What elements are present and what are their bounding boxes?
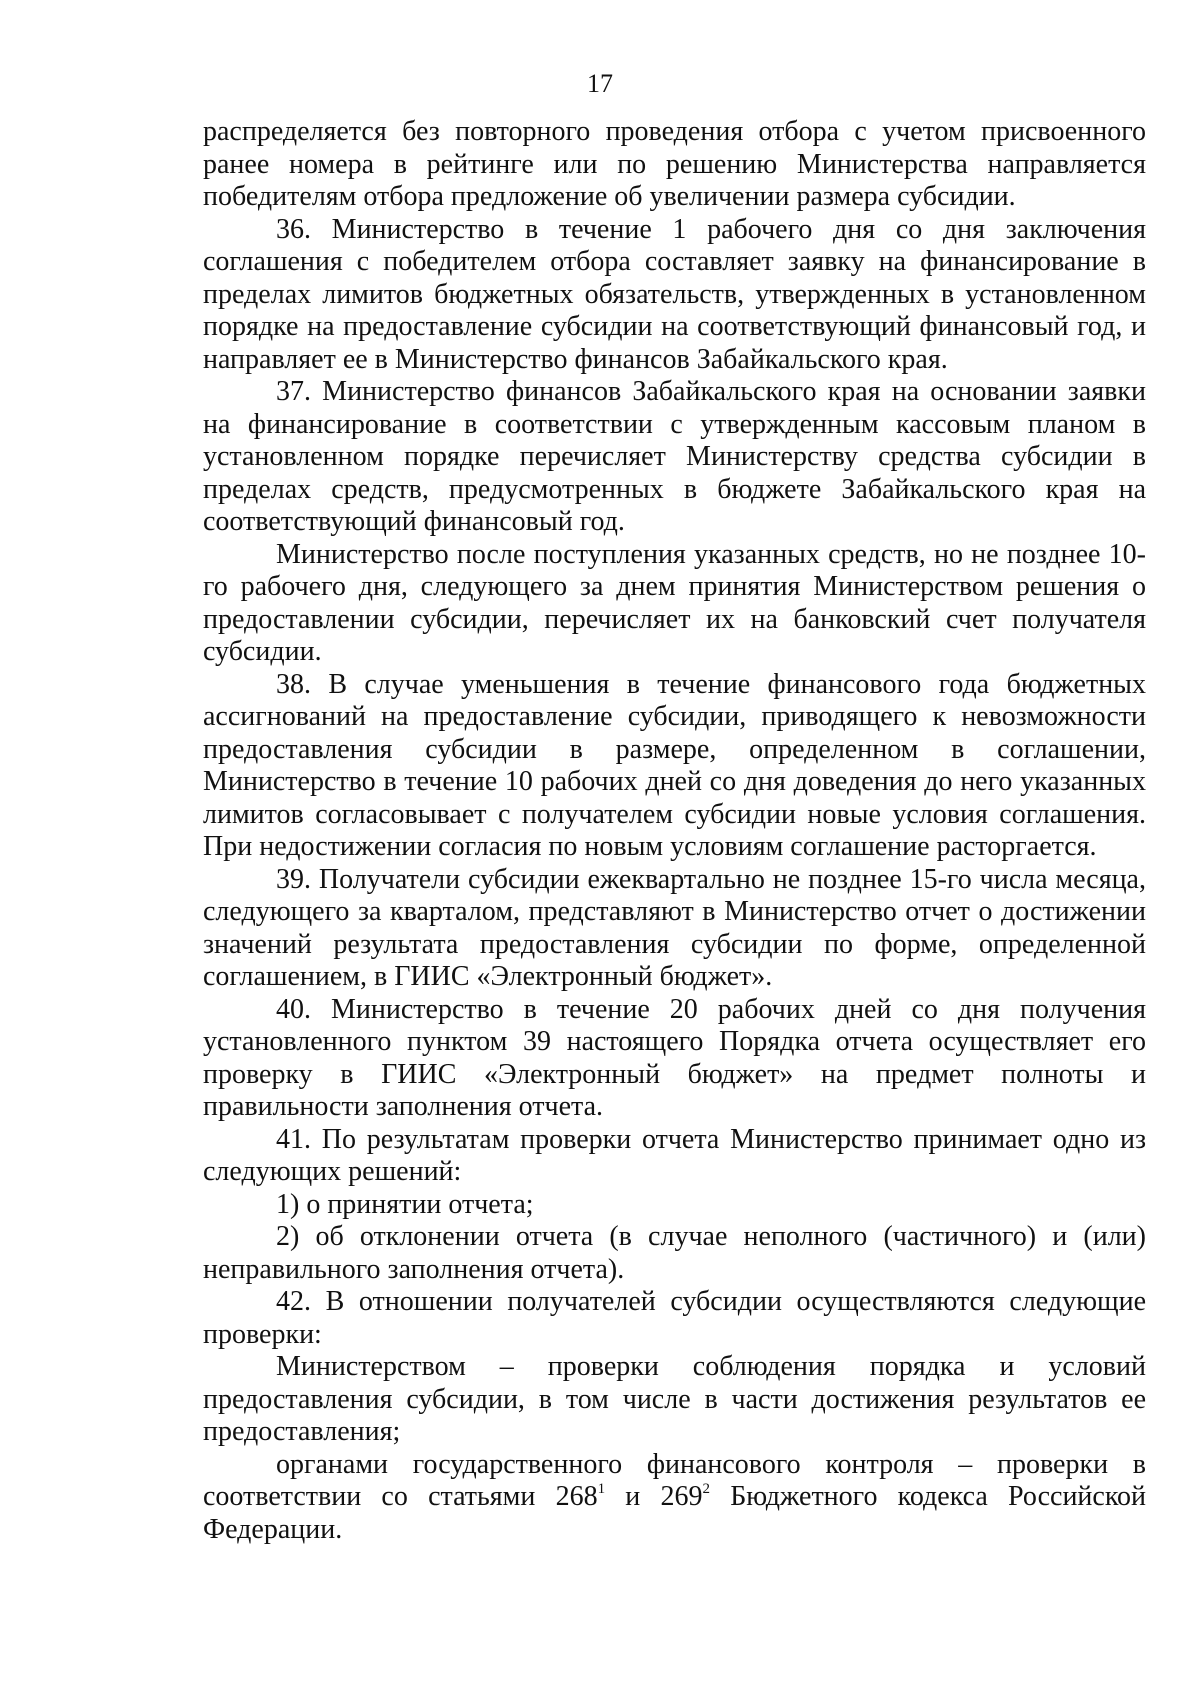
paragraph: 41. По результатам проверки отчета Министерство принимает одно из следующих решений: (203, 1123, 1146, 1187)
paragraph: распределяется без повторного проведения отбора с учетом присвоенного ранее номера в рейтинге или по решению Министерства направляется победителям отбора предложение об увеличении размера субсидии. (203, 116, 1146, 212)
paragraph: Министерство после поступления указанных средств, но не позднее 10-го рабочего дня, следующего за днем принятия Министерством решения о предоставлении субсидии, перечисляет их на банковский счет получателя субсидии. (203, 538, 1146, 667)
paragraph: 2) об отклонении отчета (в случае неполного (частичного) и (или) неправильного заполнения отчета). (203, 1221, 1146, 1285)
superscript-1: 1 (597, 1480, 606, 1497)
reference-text-end: Бюджетного кодекса Российской Федерации. (203, 1481, 1147, 1545)
paragraph: 36. Министерство в течение 1 рабочего дня со дня заключения соглашения с победителем отбора составляет заявку на финансирование в пределах лимитов бюджетных обязательств, утвержденных в установленном порядке на предоставление субсидии на соответствующий финансовый год, и направляет ее в Министерство финансов Забайкальского края. (203, 213, 1146, 375)
paragraph: 42. В отношении получателей субсидии осуществляются следующие проверки: (203, 1286, 1146, 1350)
reference-text-middle: и 269 (605, 1481, 703, 1512)
document-body (203, 116, 1146, 1546)
paragraph: 38. В случае уменьшения в течение финансового года бюджетных ассигнований на предоставление субсидии, приводящего к невозможности предоставления субсидии в размере, определенном в соглашении, Министерство в течение 10 рабочих дней со дня доведения до него указанных лимитов согласовывает с получателем субсидии новые условия соглашения. При недостижении согласия по новым условиям соглашение расторгается. (203, 668, 1146, 862)
reference-text-start: органами государственного финансового контроля – проверки в соответствии со статьями 268 (203, 1448, 1146, 1512)
paragraph: 1) о принятии отчета; (276, 1188, 534, 1220)
page-number: 17 (587, 69, 613, 98)
paragraph-budget-code-reference (203, 1449, 1146, 1547)
superscript-2: 2 (702, 1480, 710, 1497)
paragraph: 39. Получатели субсидии ежеквартально не позднее 15-го числа месяца, следующего за кварталом, представляют в Министерство отчет о достижении значений результата предоставления субсидии по форме, определенной соглашением, в ГИИС «Электронный бюджет». (203, 863, 1146, 992)
paragraph: 40. Министерство в течение 20 рабочих дней со дня получения установленного пунктом 39 настоящего Порядка отчета осуществляет его проверку в ГИИС «Электронный бюджет» на предмет полноты и правильности заполнения отчета. (203, 993, 1146, 1122)
paragraph: 37. Министерство финансов Забайкальского края на основании заявки на финансирование в соответствии с утвержденным кассовым планом в установленном порядке перечисляет Министерству средства субсидии в пределах средств, предусмотренных в бюджете Забайкальского края на соответствующий финансовый год. (203, 376, 1146, 537)
paragraph: Министерством – проверки соблюдения порядка и условий предоставления субсидии, в том числе в части достижения результатов ее предоставления; (203, 1351, 1146, 1447)
